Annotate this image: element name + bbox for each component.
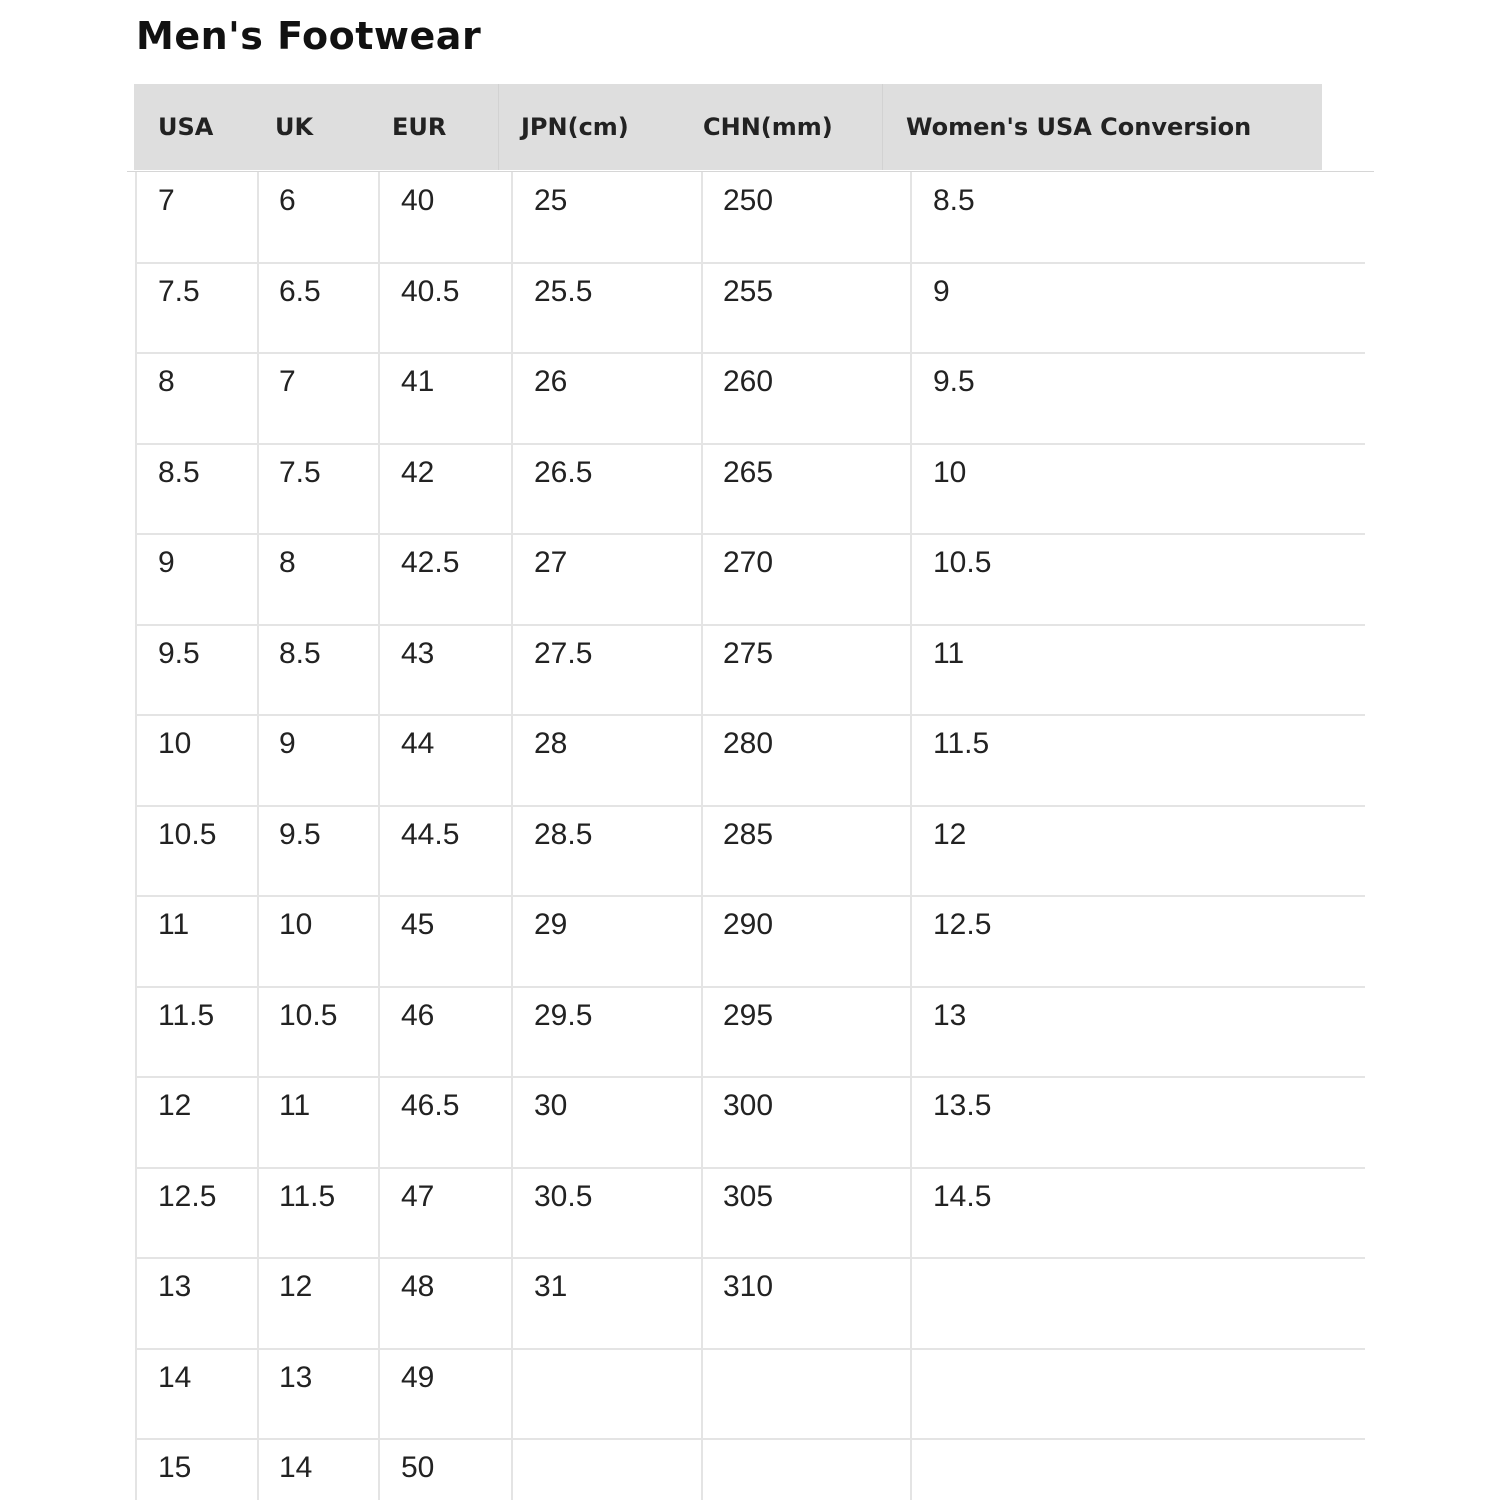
column-header-eur: EUR	[392, 113, 447, 141]
table-cell-uk: 10	[279, 908, 313, 941]
table-cell-women-s-usa-conversion: 12.5	[933, 908, 992, 941]
table-cell-eur: 47	[401, 1180, 435, 1213]
table-cell-uk: 13	[279, 1361, 313, 1394]
table-cell-jpn-cm: 30.5	[534, 1180, 593, 1213]
table-cell-jpn-cm: 31	[534, 1270, 568, 1303]
table-cell-uk: 6	[279, 184, 296, 217]
table-cell-chn-mm: 250	[723, 184, 774, 217]
column-divider	[378, 172, 380, 1500]
table-cell-eur: 40.5	[401, 275, 460, 308]
table-cell-uk: 11.5	[279, 1180, 336, 1213]
table-cell-women-s-usa-conversion: 11.5	[933, 727, 990, 760]
table-cell-eur: 43	[401, 637, 435, 670]
table-cell-women-s-usa-conversion: 10.5	[933, 546, 992, 579]
table-cell-usa: 12	[158, 1089, 192, 1122]
table-cell-eur: 41	[401, 365, 435, 398]
table-cell-eur: 40	[401, 184, 435, 217]
table-cell-chn-mm: 310	[723, 1270, 774, 1303]
table-cell-eur: 45	[401, 908, 435, 941]
table-cell-jpn-cm: 26.5	[534, 456, 593, 489]
table-cell-women-s-usa-conversion: 9.5	[933, 365, 975, 398]
table-cell-women-s-usa-conversion: 13.5	[933, 1089, 992, 1122]
table-cell-uk: 9.5	[279, 818, 321, 851]
table-cell-uk: 7	[279, 365, 296, 398]
table-cell-jpn-cm: 27.5	[534, 637, 593, 670]
table-cell-uk: 6.5	[279, 275, 321, 308]
table-cell-usa: 11.5	[158, 999, 215, 1032]
table-cell-usa: 11	[158, 908, 190, 941]
table-cell-jpn-cm: 30	[534, 1089, 568, 1122]
table-cell-usa: 8.5	[158, 456, 200, 489]
table-cell-uk: 9	[279, 727, 296, 760]
table-cell-jpn-cm: 25.5	[534, 275, 593, 308]
table-cell-jpn-cm: 26	[534, 365, 568, 398]
table-cell-women-s-usa-conversion: 12	[933, 818, 967, 851]
table-cell-chn-mm: 275	[723, 637, 774, 670]
table-cell-women-s-usa-conversion: 8.5	[933, 184, 975, 217]
table-cell-eur: 44.5	[401, 818, 460, 851]
page-title: Men's Footwear	[136, 14, 482, 58]
table-cell-jpn-cm: 28	[534, 727, 568, 760]
column-header-usa: USA	[158, 113, 214, 141]
table-cell-uk: 14	[279, 1451, 313, 1484]
table-cell-eur: 42.5	[401, 546, 460, 579]
table-cell-uk: 7.5	[279, 456, 321, 489]
table-cell-usa: 7.5	[158, 275, 200, 308]
column-header-uk: UK	[275, 113, 314, 141]
table-cell-uk: 12	[279, 1270, 313, 1303]
table-cell-jpn-cm: 28.5	[534, 818, 593, 851]
table-cell-usa: 12.5	[158, 1180, 217, 1213]
table-cell-eur: 46.5	[401, 1089, 460, 1122]
column-header-chn-mm: CHN(mm)	[703, 113, 833, 141]
column-divider	[511, 172, 513, 1500]
table-cell-usa: 13	[158, 1270, 192, 1303]
table-cell-jpn-cm: 25	[534, 184, 568, 217]
table-cell-women-s-usa-conversion: 11	[933, 637, 965, 670]
column-divider	[257, 172, 259, 1500]
column-divider	[910, 172, 912, 1500]
table-cell-women-s-usa-conversion: 14.5	[933, 1180, 992, 1213]
column-header-women-s-usa-conversion: Women's USA Conversion	[906, 113, 1252, 141]
table-cell-uk: 8.5	[279, 637, 321, 670]
table-cell-eur: 48	[401, 1270, 435, 1303]
table-cell-chn-mm: 300	[723, 1089, 774, 1122]
table-cell-chn-mm: 255	[723, 275, 774, 308]
table-cell-chn-mm: 265	[723, 456, 774, 489]
table-cell-usa: 10.5	[158, 818, 217, 851]
table-cell-chn-mm: 305	[723, 1180, 774, 1213]
table-cell-eur: 42	[401, 456, 435, 489]
table-cell-uk: 11	[279, 1089, 311, 1122]
table-cell-women-s-usa-conversion: 9	[933, 275, 950, 308]
table-cell-chn-mm: 285	[723, 818, 774, 851]
table-cell-chn-mm: 270	[723, 546, 774, 579]
table-cell-usa: 14	[158, 1361, 192, 1394]
table-cell-jpn-cm: 29	[534, 908, 568, 941]
table-cell-women-s-usa-conversion: 10	[933, 456, 967, 489]
row-divider	[136, 1348, 1365, 1350]
column-header-jpn-cm: JPN(cm)	[521, 113, 629, 141]
table-cell-jpn-cm: 27	[534, 546, 568, 579]
table-cell-usa: 10	[158, 727, 192, 760]
table-cell-usa: 15	[158, 1451, 192, 1484]
table-cell-eur: 44	[401, 727, 435, 760]
table-cell-usa: 7	[158, 184, 175, 217]
table-cell-eur: 49	[401, 1361, 435, 1394]
table-cell-usa: 9	[158, 546, 175, 579]
row-divider	[136, 1438, 1365, 1440]
table-cell-chn-mm: 260	[723, 365, 774, 398]
table-cell-chn-mm: 280	[723, 727, 774, 760]
table-cell-usa: 9.5	[158, 637, 200, 670]
table-cell-uk: 8	[279, 546, 296, 579]
table-cell-eur: 46	[401, 999, 435, 1032]
column-divider	[701, 172, 703, 1500]
table-cell-usa: 8	[158, 365, 175, 398]
table-cell-chn-mm: 295	[723, 999, 774, 1032]
table-cell-uk: 10.5	[279, 999, 338, 1032]
table-cell-eur: 50	[401, 1451, 435, 1484]
table-cell-jpn-cm: 29.5	[534, 999, 593, 1032]
table-cell-women-s-usa-conversion: 13	[933, 999, 967, 1032]
column-divider	[135, 172, 137, 1500]
table-cell-chn-mm: 290	[723, 908, 774, 941]
